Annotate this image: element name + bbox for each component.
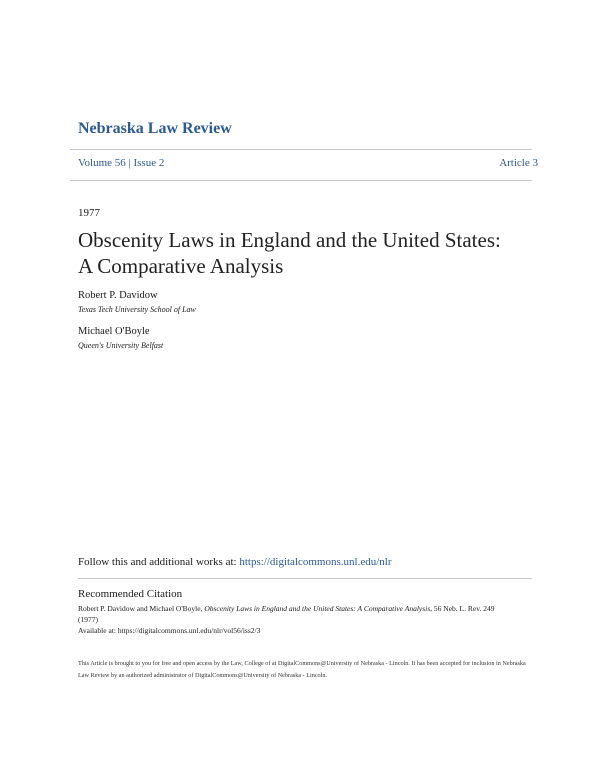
article-title — [78, 227, 548, 279]
citation-line — [78, 603, 530, 614]
header-divider-bottom — [70, 180, 532, 181]
article-title-line-1: Obscenity Laws in England and the United States: — [78, 228, 501, 252]
follow-link[interactable]: https://digitalcommons.unl.edu/nlr — [239, 556, 392, 568]
citation-title: Obscenity Laws in England and the United States: A Comparative Analysis — [204, 604, 431, 613]
citation-available: Available at: https://digitalcommons.unl.edu/nlr/vol56/iss2/3 — [78, 626, 261, 635]
article-title-line-2: A Comparative Analysis — [78, 254, 284, 278]
citation-divider — [78, 578, 532, 579]
volume-issue — [78, 157, 164, 169]
author-affiliation: Queen's University Belfast — [78, 341, 164, 350]
issue-link[interactable]: Issue 2 — [133, 157, 165, 169]
recommended-citation-heading: Recommended Citation — [78, 588, 183, 600]
header-divider-top — [70, 149, 532, 150]
publication-year: 1977 — [78, 207, 100, 219]
follow-line — [78, 556, 392, 568]
citation-year: (1977) — [78, 615, 98, 624]
citation-source: , 56 Neb. L. Rev. 249 — [430, 604, 495, 613]
volume-link[interactable]: Volume 56 — [78, 157, 126, 169]
article-number-link[interactable]: Article 3 — [499, 157, 538, 169]
author-name: Robert P. Davidow — [78, 290, 158, 301]
citation-authors: Robert P. Davidow and Michael O'Boyle, — [78, 604, 205, 613]
access-notice: This Article is brought to you for free and open access by the Law, College of at DigitalCommons@University of Nebraska - Lincoln. It has been accepted for inclusion in Nebraska Law Review by an authorized administrator of DigitalCommons@University of Nebraska - Lincoln. — [78, 660, 526, 679]
journal-title[interactable]: Nebraska Law Review — [78, 120, 232, 137]
author-affiliation: Texas Tech University School of Law — [78, 305, 196, 314]
volume-issue-separator: | — [125, 157, 134, 169]
follow-text: Follow this and additional works at: — [78, 556, 240, 568]
author-name: Michael O'Boyle — [78, 326, 150, 337]
citation-block — [78, 603, 530, 636]
